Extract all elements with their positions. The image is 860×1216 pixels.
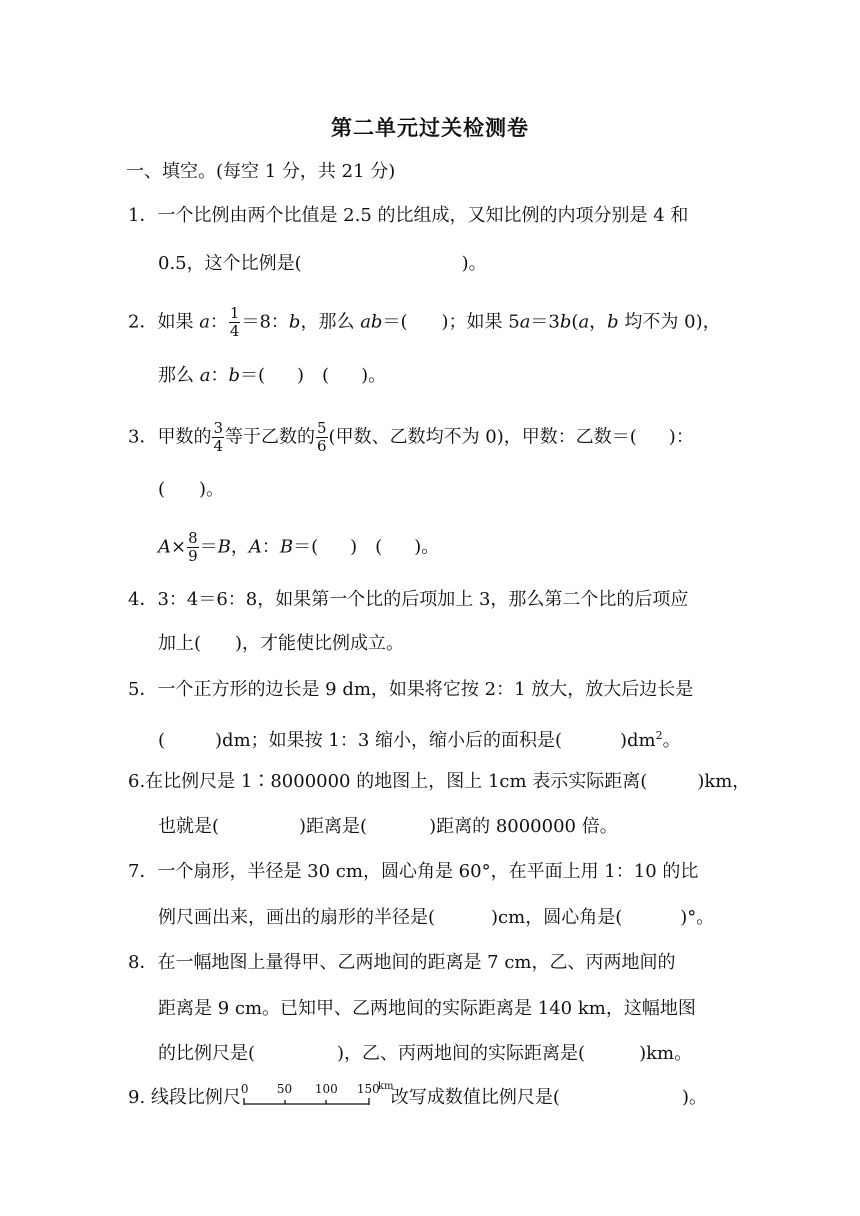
q2-text: ) ( (297, 365, 330, 386)
q1-line1: 1．一个比例由两个比值是 2.5 的比组成，又知比例的内项分别是 4 和 (128, 205, 689, 226)
q8-text: 的比例尺是( (158, 1043, 256, 1064)
q3-text: 3．甲数的 (128, 426, 212, 448)
q8-text: )，乙、丙两地间的实际距离是( (337, 1043, 586, 1064)
var-b: b (559, 311, 572, 333)
var-A: A (158, 536, 171, 558)
q2-text: 那么 (158, 365, 200, 386)
superscript-2: 2 (655, 729, 663, 742)
q7-text: )°。 (680, 907, 715, 928)
scale-tick-50: 50 (276, 1082, 293, 1096)
scale-tick-0: 0 (240, 1082, 249, 1096)
q2-text: )；如果 5 (441, 311, 520, 333)
q6-text: )距离是( (299, 816, 368, 837)
q7-text: 例尺画出来，画出的扇形的半径是( (158, 907, 436, 928)
q6-line1 (128, 770, 750, 794)
q3-text: ( (158, 479, 166, 500)
q2-text: ＝( (240, 365, 266, 386)
q3-text: × (171, 536, 187, 558)
q7-text: )cm，圆心角是( (491, 907, 623, 928)
q3-text: )： (668, 426, 694, 448)
q5-text: ( (158, 730, 166, 751)
q9-text: 改写成数值比例尺是( (390, 1087, 560, 1108)
q8-line2: 距离是 9 cm。已知甲、乙两地间的实际距离是 140 km，这幅地图 (158, 998, 696, 1019)
q2-line1 (128, 305, 721, 340)
q6-text: 6.在比例尺是 1∶8000000 的地图上，图上 1cm 表示实际距离( (128, 771, 648, 792)
q3-line3 (158, 530, 439, 565)
q3-text: ＝( (293, 536, 319, 558)
var-B: B (217, 536, 231, 558)
q9-line (128, 1081, 707, 1110)
fraction-denominator: 6 (317, 437, 327, 455)
line-scale-bar (240, 1081, 394, 1110)
section-heading: 一、填空。(每空 1 分，共 21 分) (126, 161, 396, 182)
q2-text: ， (589, 311, 608, 333)
fraction-numerator: 3 (213, 419, 223, 437)
q3-line1 (128, 420, 694, 455)
q4-text: 加上( (158, 633, 202, 654)
var-A: A (248, 536, 262, 558)
fraction-numerator: 1 (229, 304, 240, 322)
var-a: a (578, 311, 590, 333)
q4-line1: 4．3：4＝6：8，如果第一个比的后项加上 3，那么第二个比的后项应 (128, 589, 689, 610)
q5-line1: 5．一个正方形的边长是 9 dm，如果将它按 2：1 放大，放大后边长是 (128, 679, 694, 700)
fraction-3-4 (212, 420, 224, 455)
q4-text: )，才能使比例成立。 (235, 633, 405, 654)
fraction-denominator: 4 (213, 437, 223, 455)
q2-text: )。 (361, 365, 387, 386)
var-B: B (279, 536, 294, 558)
q2-text: ＝3 (530, 311, 560, 333)
q7-line1: 7．一个扇形，半径是 30 cm，圆心角是 60°，在平面上用 1：10 的比 (128, 861, 699, 882)
q2-text: ： (209, 311, 228, 333)
q9-text: )。 (681, 1087, 707, 1108)
q2-text: ： (210, 365, 229, 386)
fraction-5-6 (316, 420, 328, 455)
q3-text: )。 (414, 536, 440, 558)
q1-text-end: )。 (461, 253, 487, 274)
fraction-numerator: 5 (317, 419, 327, 437)
q2-text: ＝( (382, 311, 408, 333)
var-b: b (288, 311, 301, 333)
q5-line2 (158, 724, 681, 753)
q5-text: )dm；如果按 1：3 缩小，缩小后的面积是( (215, 730, 563, 751)
q7-line2 (158, 906, 714, 930)
q6-text: )km， (697, 771, 751, 792)
scale-tick-100: 100 (314, 1082, 338, 1096)
scale-unit: km (377, 1081, 394, 1092)
q3-text: )。 (199, 479, 225, 500)
q4-line2 (158, 632, 404, 656)
var-b: b (228, 365, 240, 386)
q2-line2 (158, 364, 386, 388)
fraction-numerator: 8 (188, 529, 198, 547)
var-a: a (199, 365, 211, 386)
var-b: b (607, 311, 619, 333)
q6-line2 (158, 815, 618, 839)
q2-text: ，那么 (300, 311, 361, 333)
q6-text: 也就是( (158, 816, 220, 837)
q3-text: 等于乙数的 (225, 426, 315, 448)
fraction-denominator: 4 (229, 322, 240, 340)
q3-line2 (158, 478, 224, 502)
fraction-denominator: 9 (188, 547, 198, 565)
q5-text: )dm (620, 730, 656, 751)
q8-line3 (158, 1042, 692, 1066)
var-ab: ab (360, 311, 383, 333)
fraction-1-4 (229, 305, 241, 340)
q2-text: ( (571, 311, 579, 333)
scale-bar-graphic (241, 1086, 373, 1110)
var-a: a (519, 311, 531, 333)
scale-tick-150: 150 (356, 1082, 380, 1096)
var-a: a (199, 311, 210, 333)
q1-line2 (158, 252, 487, 276)
q3-text: ) ( (350, 536, 383, 558)
q6-text: )距离的 8000000 倍。 (429, 816, 618, 837)
q9-text: 9. 线段比例尺 (128, 1087, 241, 1108)
q2-text: 2．如果 (128, 311, 200, 333)
q8-text: )km。 (639, 1043, 693, 1064)
q2-text: 均不为 0)， (618, 311, 721, 333)
q1-text: 0.5，这个比例是( (158, 253, 302, 274)
q2-text: ＝8： (241, 311, 289, 333)
fraction-8-9 (187, 530, 199, 565)
q3-text: ： (261, 536, 280, 558)
q3-text: (甲数、乙数均不为 0)，甲数：乙数＝( (328, 426, 637, 448)
q3-text: ＝ (199, 536, 218, 558)
q5-text: 。 (662, 730, 681, 751)
page-title: 第二单元过关检测卷 (331, 116, 529, 140)
q8-line1: 8．在一幅地图上量得甲、乙两地间的距离是 7 cm，乙、丙两地间的 (128, 952, 676, 973)
q3-text: ， (230, 536, 249, 558)
